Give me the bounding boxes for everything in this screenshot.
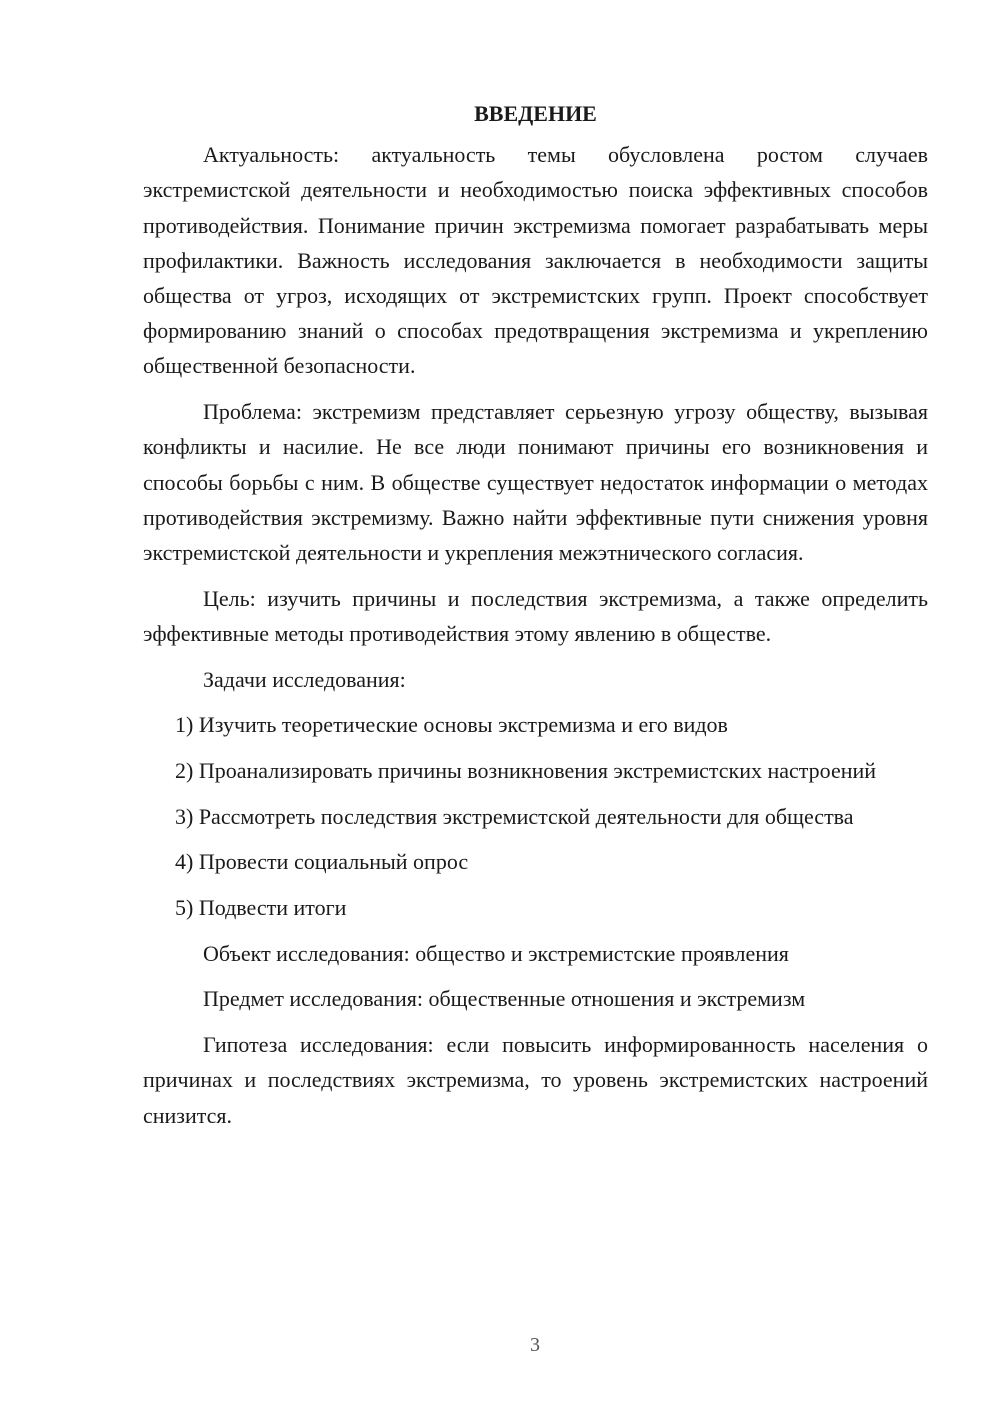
page-content	[143, 96, 928, 1143]
task-item: 1) Изучить теоретические основы экстремизма и его видов	[175, 712, 728, 738]
hypothesis-paragraph: Гипотеза исследования: если повысить информированность населения о причинах и последствиях экстремизма, то уровень экстремистских настроений снизится.	[143, 1032, 928, 1128]
problem-paragraph: Проблема: экстремизм представляет серьезную угрозу обществу, вызывая конфликты и насилие. Не все люди понимают причины его возникновения и способы борьбы с ним. В обществе существует недостаток информации о методах противодействия экстремизму. Важно найти эффективные пути снижения уровня экстремистской деятельности и укрепления межэтнического согласия.	[143, 399, 928, 565]
page-number: 3	[530, 1334, 540, 1356]
task-item: 2) Проанализировать причины возникновения экстремистских настроений	[175, 757, 877, 783]
relevance-paragraph: Актуальность: актуальность темы обусловлена ростом случаев экстремистской деятельности и необходимостью поиска эффективных способов противодействия. Понимание причин экстремизма помогает разрабатывать меры профилактики. Важность исследования заключается в необходимости защиты общества от угроз, исходящих от экстремистских групп. Проект способствует формированию знаний о способах предотвращения экстремизма и укреплению общественной безопасности.	[143, 142, 928, 379]
goal-paragraph: Цель: изучить причины и последствия экстремизма, а также определить эффективные методы противодействия этому явлению в обществе.	[143, 585, 928, 646]
page-title: ВВЕДЕНИЕ	[474, 101, 597, 126]
object-paragraph: Объект исследования: общество и экстремистские проявления	[203, 940, 789, 966]
task-item: 4) Провести социальный опрос	[175, 849, 469, 875]
task-item: 5) Подвести итоги	[175, 895, 347, 921]
tasks-heading: Задачи исследования:	[203, 666, 406, 692]
subject-paragraph: Предмет исследования: общественные отношения и экстремизм	[203, 986, 806, 1012]
task-item: 3) Рассмотреть последствия экстремистской деятельности для общества	[175, 803, 854, 829]
